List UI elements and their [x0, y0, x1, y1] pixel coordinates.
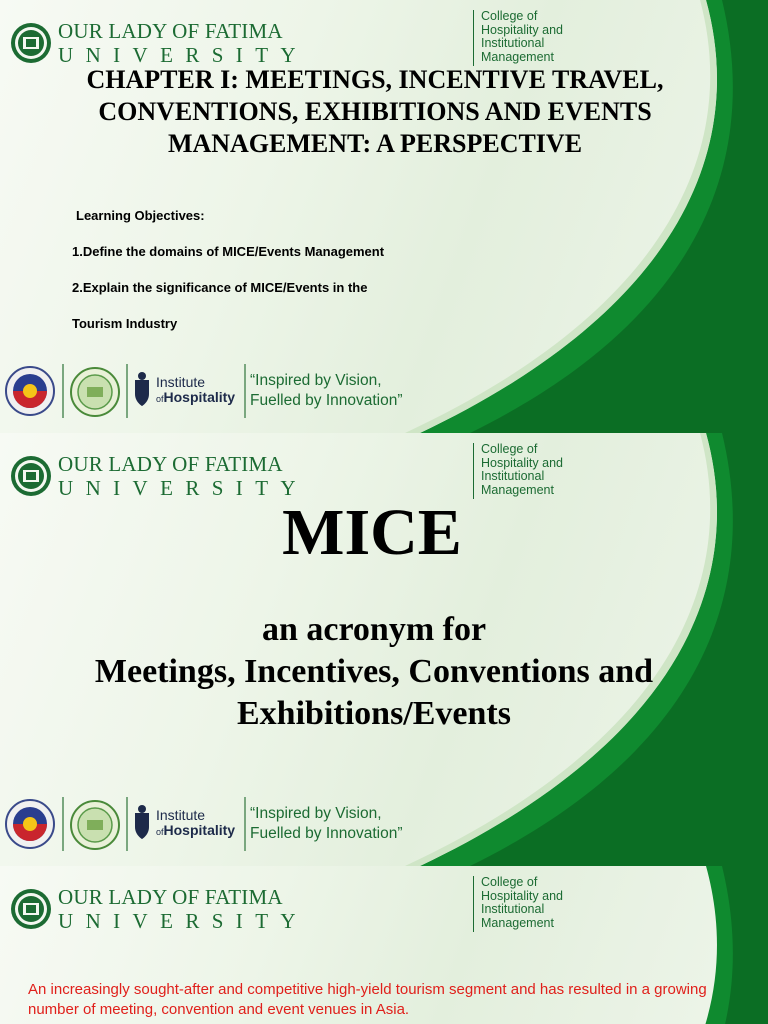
college-line: Management	[481, 49, 554, 64]
institute-of-hospitality-logo	[156, 375, 235, 407]
college-line: College of	[481, 9, 538, 23]
segment-description: An increasingly sought-after and competitive high-yield tourism segment and has resulted in a growing number of meeting, convention and event venues in Asia.	[28, 981, 707, 1018]
tagline-line1: “Inspired by Vision,	[250, 372, 382, 389]
acronym-definition	[14, 609, 734, 735]
accreditation-seal-icon	[70, 800, 120, 850]
college-label	[473, 10, 643, 66]
slide-mice-segment	[0, 866, 768, 1024]
university-seal-icon	[10, 22, 52, 64]
footer-divider	[244, 797, 246, 851]
mice-heading: MICE	[282, 496, 462, 569]
college-line: Institutional	[481, 469, 545, 483]
college-line: Management	[481, 915, 554, 930]
acronym-line1: an acronym for	[261, 611, 487, 648]
college-line: Hospitality and	[481, 22, 563, 37]
footer-divider	[126, 364, 128, 418]
ched-seal-icon	[5, 799, 55, 849]
tagline	[250, 371, 403, 411]
college-line: Hospitality and	[481, 888, 563, 903]
tagline	[250, 804, 403, 844]
college-label	[473, 443, 643, 499]
footer-logos	[0, 791, 460, 857]
objectives-heading: Learning Objectives:	[76, 208, 205, 223]
tagline-line1: “Inspired by Vision,	[250, 805, 382, 822]
university-name-line2: UNIVERSITY	[58, 476, 308, 500]
chapter-title: CHAPTER I: MEETINGS, INCENTIVE TRAVEL, CONVENTIONS, EXHIBITIONS AND EVENTS MANAGEMENT: A PERSPECTIVE	[86, 65, 664, 158]
footer-logos	[0, 358, 460, 424]
college-line: Management	[481, 482, 554, 497]
objective-2: 2.Explain the significance of MICE/Events in the	[72, 280, 368, 295]
university-name-line1: OUR LADY OF FATIMA	[58, 885, 283, 909]
slide-chapter-title	[0, 0, 768, 433]
tagline-line2: Fuelled by Innovation”	[250, 392, 403, 409]
ched-seal-icon	[5, 366, 55, 416]
institute-crest-icon	[132, 370, 152, 410]
footer-divider	[62, 364, 64, 418]
footer-divider	[126, 797, 128, 851]
university-name-line2: UNIVERSITY	[58, 909, 308, 933]
university-seal-icon	[10, 888, 52, 930]
institute-of: of	[156, 394, 164, 404]
tagline-line2: Fuelled by Innovation”	[250, 825, 403, 842]
university-name-line2: UNIVERSITY	[58, 43, 308, 67]
university-brand	[10, 882, 310, 936]
institute-line2: Hospitality	[163, 389, 236, 405]
accreditation-seal-icon	[70, 367, 120, 417]
footer-divider	[62, 797, 64, 851]
college-line: Institutional	[481, 36, 545, 50]
college-line: Institutional	[481, 902, 545, 916]
objective-1: 1.Define the domains of MICE/Events Management	[72, 244, 385, 259]
university-seal-icon	[10, 455, 52, 497]
footer-divider	[244, 364, 246, 418]
slide-mice-definition	[0, 433, 768, 866]
college-line: Hospitality and	[481, 455, 563, 470]
institute-line1: Institute	[156, 807, 206, 823]
institute-line1: Institute	[156, 374, 206, 390]
college-line: College of	[481, 875, 538, 889]
acronym-line2: Meetings, Incentives, Conventions and	[94, 653, 654, 690]
college-line: College of	[481, 442, 538, 456]
acronym-line3: Exhibitions/Events	[237, 695, 511, 732]
college-label	[473, 876, 643, 932]
university-name-line1: OUR LADY OF FATIMA	[58, 452, 283, 476]
university-name-line1: OUR LADY OF FATIMA	[58, 19, 283, 43]
institute-of-hospitality-logo	[156, 808, 235, 840]
institute-of: of	[156, 827, 164, 837]
university-brand	[10, 16, 310, 70]
objective-2-continued: Tourism Industry	[72, 316, 178, 331]
institute-crest-icon	[132, 803, 152, 843]
institute-line2: Hospitality	[163, 822, 236, 838]
